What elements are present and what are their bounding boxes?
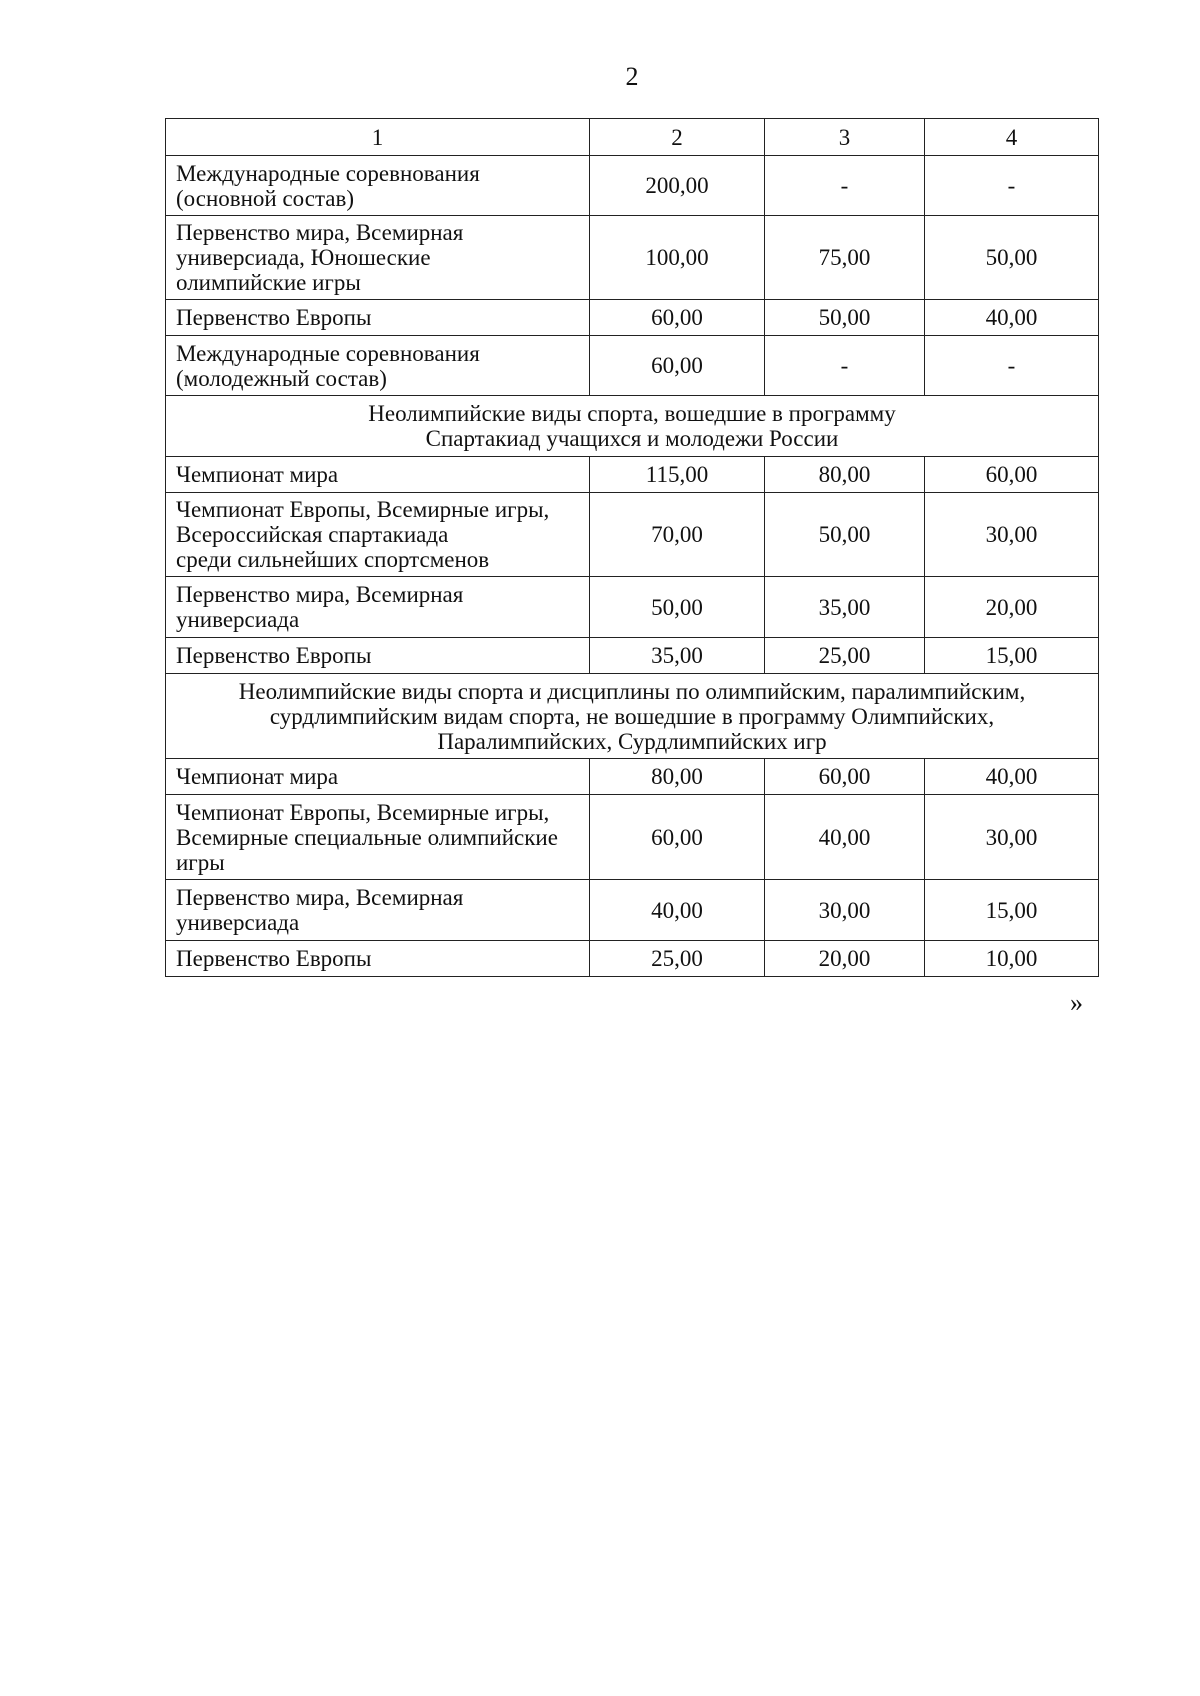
value-col-4: 30,00: [925, 493, 1099, 577]
table-row: [166, 577, 1099, 638]
table-row: [166, 493, 1099, 577]
value-col-4: 50,00: [925, 216, 1099, 300]
value-col-4: -: [925, 336, 1099, 396]
value-col-4: 15,00: [925, 880, 1099, 941]
row-label: Первенство мира, Всемирная универсиада: [166, 880, 590, 941]
section-title: Неолимпийские виды спорта, вошедшие в программу Спартакиад учащихся и молодежи России: [166, 396, 1099, 457]
header-col-2: 2: [590, 119, 765, 156]
row-label: Международные соревнования (молодежный состав): [166, 336, 590, 396]
row-label: Чемпионат мира: [166, 457, 590, 493]
value-col-2: 70,00: [590, 493, 765, 577]
closing-quote: »: [1070, 988, 1083, 1017]
value-col-4: 10,00: [925, 941, 1099, 977]
value-col-3: 50,00: [765, 300, 925, 336]
row-label: Первенство Европы: [166, 300, 590, 336]
value-col-2: 100,00: [590, 216, 765, 300]
value-col-3: 35,00: [765, 577, 925, 638]
value-col-4: 40,00: [925, 300, 1099, 336]
value-col-3: 60,00: [765, 759, 925, 795]
table-row: [166, 638, 1099, 674]
value-col-3: 80,00: [765, 457, 925, 493]
value-col-3: -: [765, 336, 925, 396]
section-row: [166, 396, 1099, 457]
table-row: [166, 795, 1099, 880]
table-row: [166, 759, 1099, 795]
value-col-2: 25,00: [590, 941, 765, 977]
value-col-2: 60,00: [590, 795, 765, 880]
value-col-3: 30,00: [765, 880, 925, 941]
table-row: [166, 300, 1099, 336]
table-row: [166, 941, 1099, 977]
value-col-3: -: [765, 156, 925, 216]
row-label: Первенство мира, Всемирная универсиада, Юношеские олимпийские игры: [166, 216, 590, 300]
row-label: Чемпионат Европы, Всемирные игры, Всероссийская спартакиада среди сильнейших спортсменов: [166, 493, 590, 577]
value-col-4: 60,00: [925, 457, 1099, 493]
table-row: [166, 336, 1099, 396]
header-col-1: 1: [166, 119, 590, 156]
value-col-3: 20,00: [765, 941, 925, 977]
header-col-3: 3: [765, 119, 925, 156]
value-col-4: -: [925, 156, 1099, 216]
value-col-4: 40,00: [925, 759, 1099, 795]
value-col-4: 30,00: [925, 795, 1099, 880]
section-title: Неолимпийские виды спорта и дисциплины по олимпийским, паралимпийским, сурдлимпийским видам спорта, не вошедшие в программу Олимпийских, Паралимпийских, Сурдлимпийских игр: [166, 674, 1099, 759]
section-row: [166, 674, 1099, 759]
table-row: [166, 880, 1099, 941]
award-table: [165, 118, 1099, 977]
row-label: Первенство Европы: [166, 638, 590, 674]
value-col-4: 15,00: [925, 638, 1099, 674]
value-col-2: 40,00: [590, 880, 765, 941]
table-row: [166, 457, 1099, 493]
value-col-3: 50,00: [765, 493, 925, 577]
value-col-2: 60,00: [590, 336, 765, 396]
table-row: [166, 156, 1099, 216]
value-col-2: 80,00: [590, 759, 765, 795]
value-col-3: 25,00: [765, 638, 925, 674]
value-col-2: 50,00: [590, 577, 765, 638]
row-label: Первенство Европы: [166, 941, 590, 977]
value-col-3: 40,00: [765, 795, 925, 880]
row-label: Чемпионат мира: [166, 759, 590, 795]
value-col-4: 20,00: [925, 577, 1099, 638]
header-col-4: 4: [925, 119, 1099, 156]
value-col-2: 60,00: [590, 300, 765, 336]
table-header-row: [166, 119, 1099, 156]
value-col-2: 35,00: [590, 638, 765, 674]
table-row: [166, 216, 1099, 300]
value-col-2: 200,00: [590, 156, 765, 216]
value-col-3: 75,00: [765, 216, 925, 300]
page-number: 2: [625, 62, 639, 91]
value-col-2: 115,00: [590, 457, 765, 493]
row-label: Первенство мира, Всемирная универсиада: [166, 577, 590, 638]
row-label: Международные соревнования (основной состав): [166, 156, 590, 216]
row-label: Чемпионат Европы, Всемирные игры, Всемирные специальные олимпийские игры: [166, 795, 590, 880]
